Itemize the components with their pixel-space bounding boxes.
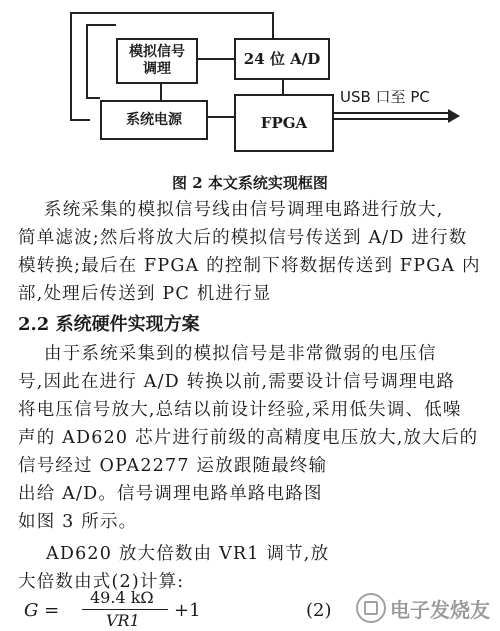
para1-line3: 模转换;最后在 FPGA 的控制下将数据传送到 FPGA 内	[18, 256, 481, 276]
watermark	[356, 593, 490, 623]
para1-line2: 简单滤波;然后将放大后的模拟信号传送到 A/D 进行数	[18, 228, 468, 248]
para2-line7: 如图 3 所示。	[18, 512, 138, 532]
fraction-bar	[82, 609, 168, 610]
para3-line1: AD620 放大倍数由 VR1 调节,放	[46, 544, 330, 564]
connector-adc-fpga	[282, 78, 284, 94]
loop-top	[70, 12, 274, 14]
inner-bottom	[86, 97, 100, 99]
connector-analog-adc	[196, 58, 234, 60]
connector-analog-power	[160, 84, 162, 100]
inner-left	[86, 24, 88, 98]
para2-line3: 将电压信号放大,总结以前设计经验,采用低失调、低噪	[18, 400, 462, 420]
watermark-text: 电子发烧友	[390, 597, 490, 622]
connector-power-fpga	[206, 116, 234, 118]
para1-line4: 部,处理后传送到 PC 机进行显	[18, 284, 272, 304]
usb-arrow-line-2	[332, 118, 450, 120]
equation-numerator: 49.4 kΩ	[90, 588, 154, 607]
usb-arrow-line	[332, 112, 450, 114]
usb-arrow-head-icon	[448, 109, 460, 123]
watermark-logo-icon	[356, 593, 386, 623]
loop-bottom	[70, 119, 90, 121]
para2-line4: 声的 AD620 芯片进行前级的高精度电压放大,放大后的	[18, 428, 479, 448]
block-fpga: FPGA	[234, 94, 334, 152]
equation-tail: +1	[174, 600, 201, 621]
loop-right	[272, 12, 274, 38]
para1-line1: 系统采集的模拟信号线由信号调理电路进行放大,	[44, 200, 444, 220]
figure-caption: 图 2 本文系统实现框图	[172, 174, 328, 192]
inner-top	[86, 24, 116, 26]
para2-line2: 号,因此在进行 A/D 转换以前,需要设计信号调理电路	[18, 372, 456, 392]
para3-line2: 大倍数由式(2)计算:	[18, 572, 185, 592]
block-adc: 24 位 A/D	[234, 38, 330, 80]
equation-lhs: G =	[24, 600, 60, 621]
para2-line5: 信号经过 OPA2277 运放跟随最终输	[18, 456, 328, 476]
equation-denominator: VR1	[106, 611, 140, 630]
block-analog-conditioning: 模拟信号 调理	[116, 38, 198, 84]
section-heading: 2.2 系统硬件实现方案	[18, 314, 200, 335]
loop-left	[70, 12, 72, 120]
block-power: 系统电源	[100, 100, 208, 140]
usb-label: USB 口至 PC	[340, 88, 430, 106]
para2-line1: 由于系统采集到的模拟信号是非常微弱的电压信	[44, 344, 437, 364]
equation-number: (2)	[306, 600, 332, 621]
para2-line6: 出给 A/D。信号调理电路单路电路图	[18, 484, 323, 504]
